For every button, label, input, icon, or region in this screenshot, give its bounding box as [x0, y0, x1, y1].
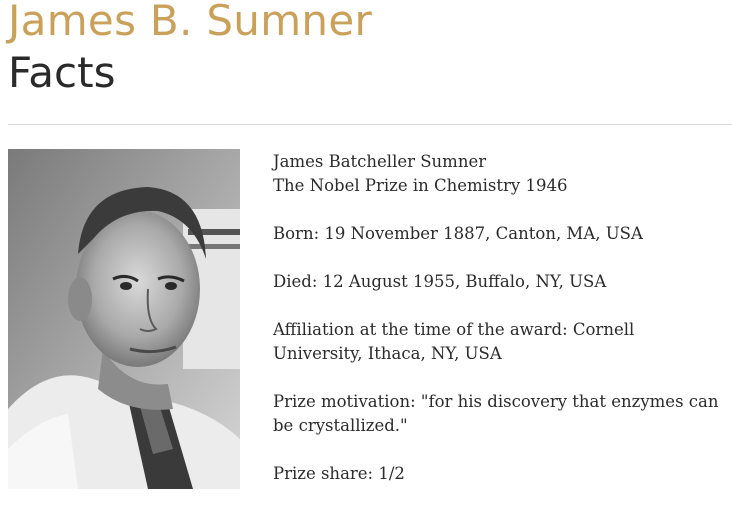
born-line: Born: 19 November 1887, Canton, MA, USA: [273, 224, 643, 243]
died-line: Died: 12 August 1955, Buffalo, NY, USA: [273, 272, 607, 291]
prize-title: The Nobel Prize in Chemistry 1946: [273, 176, 568, 195]
laureate-identity: [273, 150, 728, 198]
facts-panel: [273, 150, 728, 510]
facts-heading: Facts: [8, 48, 116, 97]
prize-share-line: Prize share: 1/2: [273, 464, 405, 483]
laureate-portrait: [8, 149, 240, 489]
motivation-line: Prize motivation: "for his discovery that enzymes can be crystallized.": [273, 392, 719, 435]
portrait-illustration: [8, 149, 240, 489]
affiliation-line: Affiliation at the time of the award: Cornell University, Ithaca, NY, USA: [273, 320, 635, 363]
full-name: James Batcheller Sumner: [273, 152, 487, 171]
laureate-name-heading: James B. Sumner: [8, 0, 373, 45]
header-divider: [8, 124, 732, 125]
